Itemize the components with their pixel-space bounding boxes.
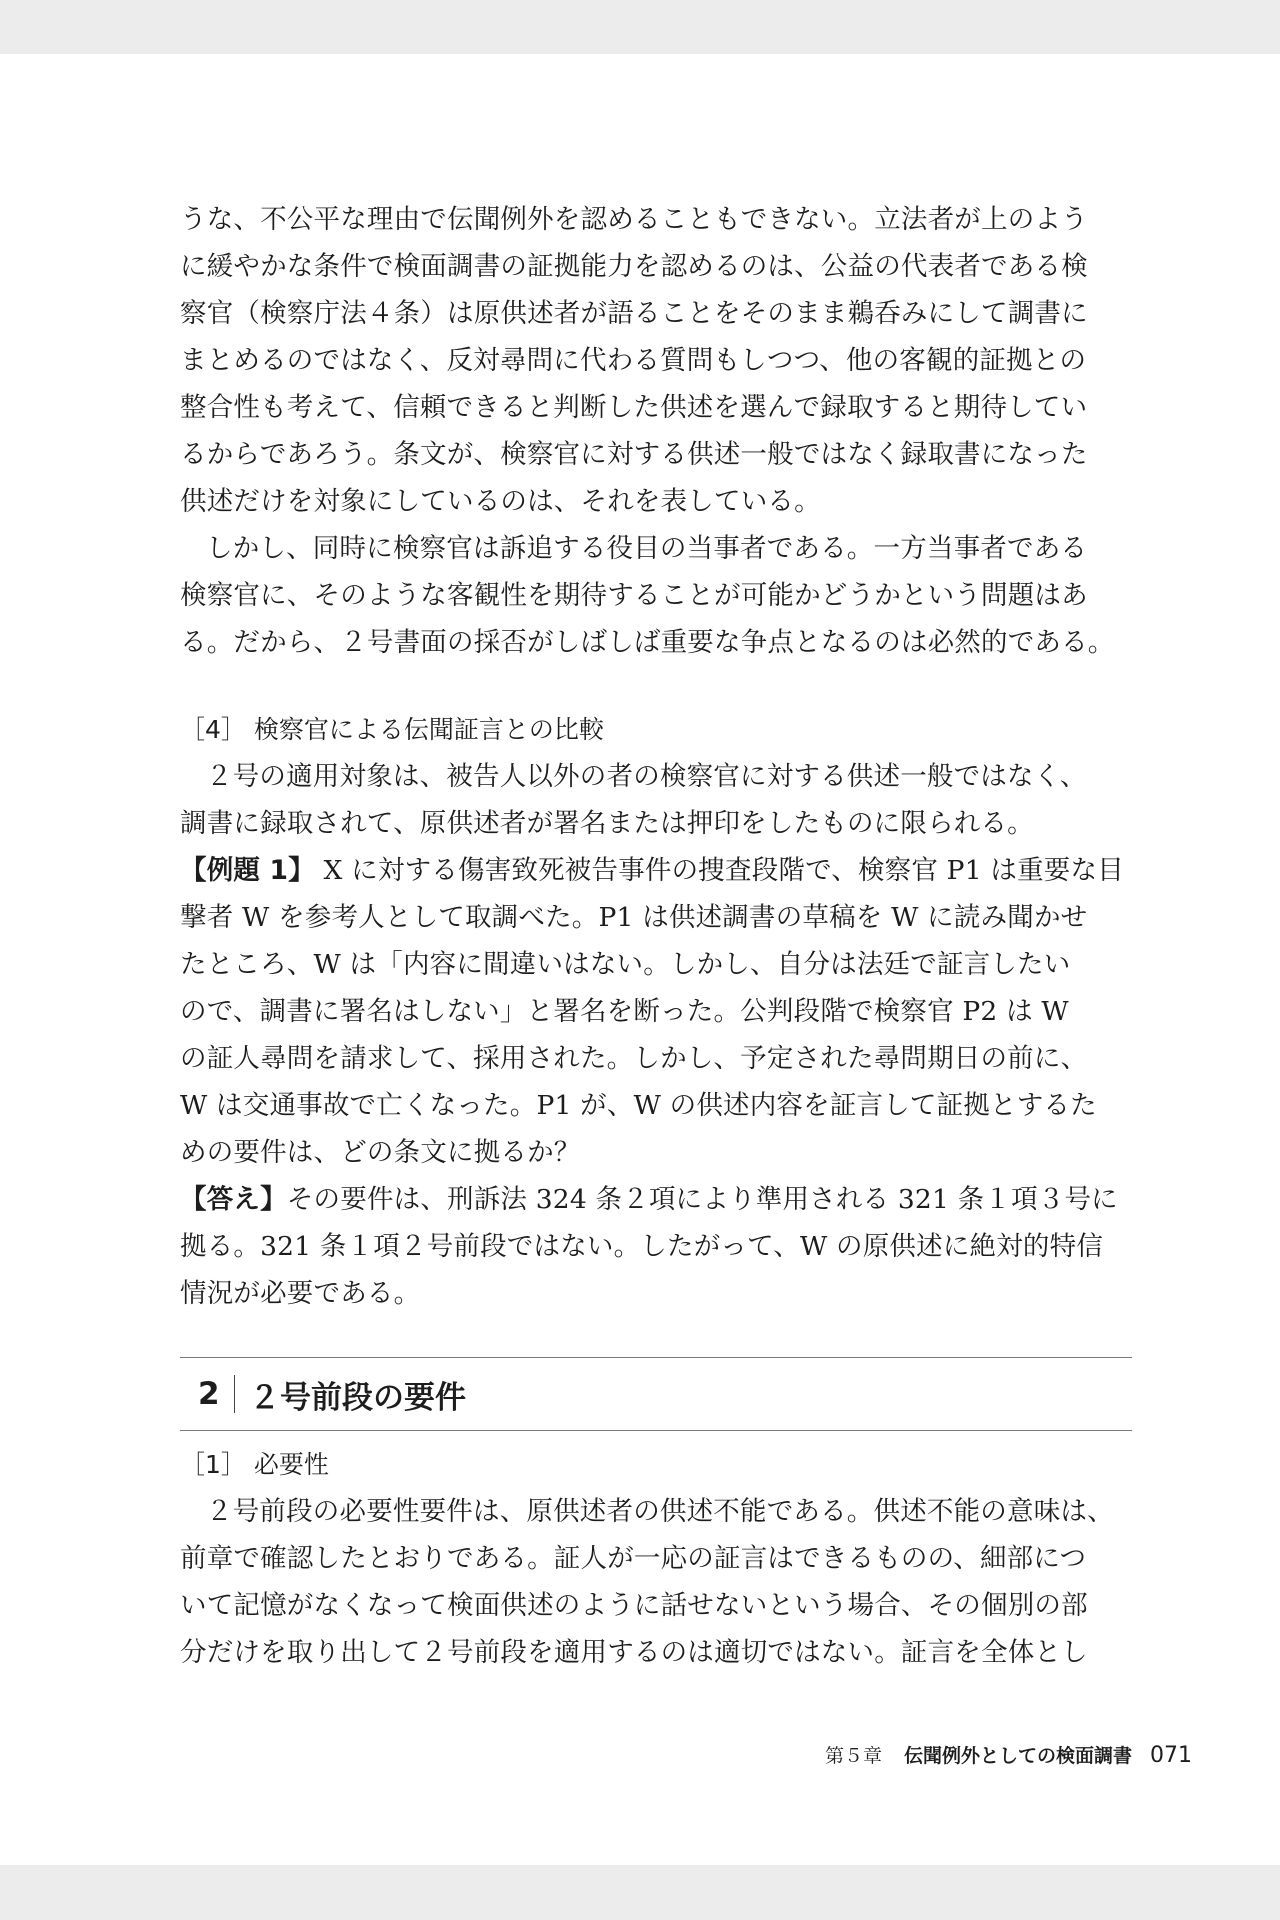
page-number: 071 [1150,1743,1192,1768]
footer-title: 伝聞例外としての検面調書 [903,1745,1132,1767]
bottom-margin-bar [0,1865,1280,1920]
text-line: X に対する傷害致死被告事件の捜査段階で、検察官 P1 は重要な目 [314,855,1124,886]
text-line: ので、調書に署名はしない」と署名を断った。公判段階で検察官 P2 は W [180,996,1069,1027]
top-margin-bar [0,0,1280,54]
text-line: 調書に録取されて、原供述者が署名または押印をしたものに限られる。 [180,808,1034,839]
text-line: る。だから、２号書面の採否がしばしば重要な争点となるのは必然的である。 [180,627,1115,658]
paragraph [180,753,1140,847]
paragraph [180,196,1140,525]
paragraph [180,525,1140,666]
text-line: たところ、W は「内容に間違いはない。しかし、自分は法廷で証言したい [180,949,1071,980]
text-line: めの要件は、どの条文に拠るか？ [180,1137,581,1168]
text-line: 情況が必要である。 [180,1278,421,1309]
footer-chapter: 第５章 [824,1745,882,1767]
text-line: ２号の適用対象は、被告人以外の者の検察官に対する供述一般ではなく、 [206,761,1087,792]
section-title: ２号前段の要件 [249,1379,466,1416]
subsection-heading-1: ［1］ 必要性 [180,1450,329,1479]
section-divider [234,1375,235,1413]
page-body [180,196,1140,1676]
answer-label: 【答え】 [180,1184,287,1215]
running-footer [825,1739,1192,1773]
text-line: 前章で確認したとおりである。証人が一応の証言はできるものの、細部につ [180,1543,1087,1574]
text-line: その要件は、刑訴法 324 条２項により準用される 321 条１項３号に [286,1184,1118,1215]
text-line: 分だけを取り出して２号前段を適用するのは適切ではない。証言を全体とし [180,1637,1088,1668]
section-number: 2 [198,1376,220,1412]
subsection-heading-4: ［4］ 検察官による伝聞証言との比較 [180,715,604,744]
text-line: しかし、同時に検察官は訴追する役目の当事者である。一方当事者である [206,533,1088,564]
text-line: まとめるのではなく、反対尋問に代わる質問もしつつ、他の客観的証拠との [180,345,1087,376]
paragraph [180,1488,1140,1676]
text-line: 拠る。321 条１項２号前段ではない。したがって、W の原供述に絶対的特信 [180,1231,1104,1262]
answer-block [180,1176,1140,1317]
text-line: 供述だけを対象にしているのは、それを表している。 [180,486,821,517]
text-line: の証人尋問を請求して、採用された。しかし、予定された尋問期日の前に、 [180,1043,1088,1074]
example-block [180,847,1140,1176]
text-line: 察官（検察庁法４条）は原供述者が語ることをそのまま鵜呑みにして調書に [180,298,1088,329]
text-line: 撃者 W を参考人として取調べた。P1 は供述調書の草稿を W に読み聞かせ [180,902,1088,933]
example-label: 【例題 1】 [180,855,315,886]
text-line: ２号前段の必要性要件は、原供述者の供述不能である。供述不能の意味は、 [206,1496,1114,1527]
text-line: W は交通事故で亡くなった。P1 が、W の供述内容を証言して証拠とするた [180,1090,1097,1121]
section-rule-bottom [180,1430,1132,1431]
text-line: 整合性も考えて、信頼できると判断した供述を選んで録取すると期待してい [180,392,1088,423]
text-line: いて記憶がなくなって検面供述のように話せないという場合、その個別の部 [180,1590,1088,1621]
text-line: うな、不公平な理由で伝聞例外を認めることもできない。立法者が上のよう [180,204,1088,235]
text-line: に緩やかな条件で検面調書の証拠能力を認めるのは、公益の代表者である検 [180,251,1088,282]
section-heading [180,1358,1140,1430]
text-line: るからであろう。条文が、検察官に対する供述一般ではなく録取書になった [180,439,1088,470]
text-line: 検察官に、そのような客観性を期待することが可能かどうかという問題はあ [180,580,1088,611]
